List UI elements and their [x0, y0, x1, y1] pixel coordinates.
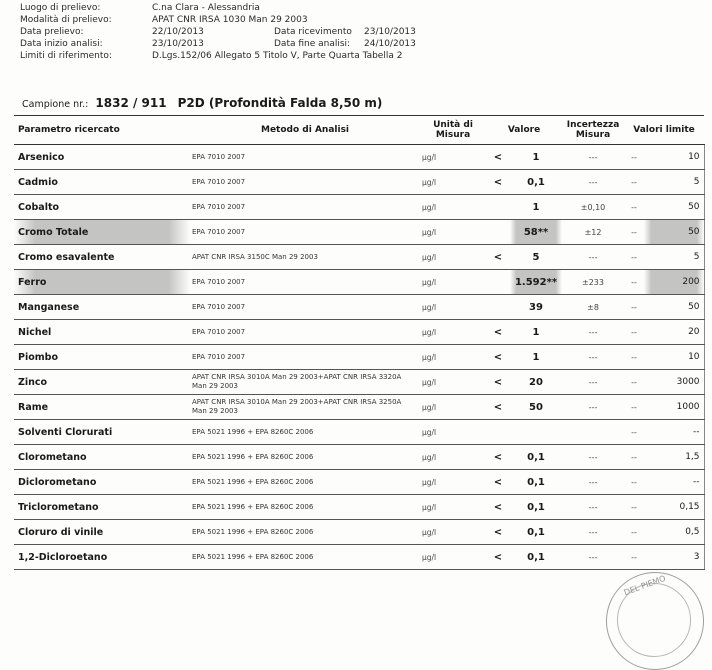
uncertainty-cell: ---	[562, 170, 624, 195]
unit-cell: µg/l	[420, 270, 486, 295]
limit-cell: 10	[644, 145, 704, 170]
param-cell: Clorometano	[14, 445, 190, 470]
operator-cell	[486, 270, 510, 295]
operator-cell: <	[486, 170, 510, 195]
data-fine-label: Data fine analisi:	[274, 39, 351, 49]
method-cell: EPA 7010 2007	[190, 145, 420, 170]
table-row	[14, 495, 704, 520]
param-cell: 1,2-Dicloroetano	[14, 545, 190, 570]
table-row	[14, 420, 704, 445]
dash-cell: --	[624, 545, 644, 570]
limit-cell: 3000	[644, 370, 704, 395]
value-cell: 0,1	[510, 545, 562, 570]
param-cell: Arsenico	[14, 145, 190, 170]
table-row	[14, 545, 704, 570]
value-cell: 1	[510, 320, 562, 345]
limit-cell: 50	[644, 195, 704, 220]
limit-cell: 50	[644, 295, 704, 320]
dash-cell: --	[624, 320, 644, 345]
uncertainty-cell: ---	[562, 545, 624, 570]
table-row	[14, 295, 704, 320]
limit-cell: 5	[644, 245, 704, 270]
operator-cell	[486, 195, 510, 220]
operator-cell: <	[486, 370, 510, 395]
param-cell: Triclorometano	[14, 495, 190, 520]
table-row	[14, 170, 704, 195]
uncertainty-cell: ±233	[562, 270, 624, 295]
limit-cell: 3	[644, 545, 704, 570]
dash-cell: --	[624, 520, 644, 545]
limit-cell: 10	[644, 345, 704, 370]
unit-cell: µg/l	[420, 420, 486, 445]
param-cell: Nichel	[14, 320, 190, 345]
table-row	[14, 245, 704, 270]
limit-cell: --	[644, 420, 704, 445]
operator-cell: <	[486, 445, 510, 470]
unit-cell: µg/l	[420, 520, 486, 545]
data-prelievo-value: 22/10/2013	[152, 27, 204, 37]
value-cell: 1.592**	[510, 270, 562, 295]
unit-cell: µg/l	[420, 245, 486, 270]
table-header-row	[14, 116, 704, 145]
uncertainty-cell: ---	[562, 145, 624, 170]
value-cell: 58**	[510, 220, 562, 245]
dash-cell: --	[624, 420, 644, 445]
dash-cell: --	[624, 295, 644, 320]
data-ricevimento-value: 23/10/2013	[364, 27, 416, 37]
results-body	[14, 145, 704, 570]
method-cell: EPA 7010 2007	[190, 345, 420, 370]
table-row	[14, 345, 704, 370]
results-table	[14, 115, 705, 570]
unit-cell: µg/l	[420, 470, 486, 495]
unit-cell: µg/l	[420, 345, 486, 370]
table-row	[14, 195, 704, 220]
uncertainty-cell: ---	[562, 445, 624, 470]
operator-cell	[486, 420, 510, 445]
method-cell: EPA 5021 1996 + EPA 8260C 2006	[190, 495, 420, 520]
limit-cell: 50	[644, 220, 704, 245]
value-cell: 1	[510, 345, 562, 370]
table-row	[14, 145, 704, 170]
value-cell: 20	[510, 370, 562, 395]
campione-number: 1832 / 911	[95, 96, 167, 110]
value-cell: 1	[510, 195, 562, 220]
table-row	[14, 395, 704, 420]
unit-cell: µg/l	[420, 545, 486, 570]
uncertainty-cell: ±0,10	[562, 195, 624, 220]
data-ricevimento-label: Data ricevimento	[274, 27, 352, 37]
operator-cell: <	[486, 470, 510, 495]
campione-label: Campione nr.:	[22, 99, 89, 110]
value-cell: 0,1	[510, 470, 562, 495]
uncertainty-cell: ±8	[562, 295, 624, 320]
param-cell: Zinco	[14, 370, 190, 395]
limit-cell: --	[644, 470, 704, 495]
method-cell: EPA 5021 1996 + EPA 8260C 2006	[190, 520, 420, 545]
param-cell: Cloruro di vinile	[14, 520, 190, 545]
limiti-label: Limiti di riferimento:	[20, 51, 112, 61]
table-row	[14, 220, 704, 245]
unit-cell: µg/l	[420, 445, 486, 470]
data-prelievo-label: Data prelievo:	[20, 27, 84, 37]
uncertainty-cell: ±12	[562, 220, 624, 245]
param-cell: Cromo esavalente	[14, 245, 190, 270]
dash-cell: --	[624, 370, 644, 395]
operator-cell: <	[486, 345, 510, 370]
uncertainty-cell: ---	[562, 345, 624, 370]
param-cell: Cadmio	[14, 170, 190, 195]
unit-cell: µg/l	[420, 195, 486, 220]
value-cell: 0,1	[510, 520, 562, 545]
method-cell: EPA 5021 1996 + EPA 8260C 2006	[190, 545, 420, 570]
uncertainty-cell: ---	[562, 470, 624, 495]
uncertainty-cell: ---	[562, 370, 624, 395]
method-cell: EPA 5021 1996 + EPA 8260C 2006	[190, 420, 420, 445]
param-cell: Solventi Clorurati	[14, 420, 190, 445]
unit-cell: µg/l	[420, 320, 486, 345]
method-cell: EPA 5021 1996 + EPA 8260C 2006	[190, 445, 420, 470]
dash-cell: --	[624, 495, 644, 520]
dash-cell: --	[624, 395, 644, 420]
unit-cell: µg/l	[420, 170, 486, 195]
uncertainty-cell	[562, 420, 624, 445]
stamp-text: DEL PIEMO	[622, 573, 667, 598]
operator-cell	[486, 295, 510, 320]
operator-cell: <	[486, 545, 510, 570]
method-cell: EPA 7010 2007	[190, 270, 420, 295]
dash-cell: --	[624, 220, 644, 245]
param-cell: Ferro	[14, 270, 190, 295]
operator-cell: <	[486, 495, 510, 520]
uncertainty-cell: ---	[562, 495, 624, 520]
method-cell: EPA 7010 2007	[190, 320, 420, 345]
modalita-label: Modalità di prelievo:	[20, 15, 112, 25]
dash-cell: --	[624, 145, 644, 170]
dash-cell: --	[624, 445, 644, 470]
value-cell: 0,1	[510, 445, 562, 470]
uncertainty-cell: ---	[562, 320, 624, 345]
method-cell: APAT CNR IRSA 3010A Man 29 2003+APAT CNR IRSA 3250A Man 29 2003	[190, 395, 420, 420]
operator-cell	[486, 220, 510, 245]
unit-cell: µg/l	[420, 370, 486, 395]
value-cell: 1	[510, 145, 562, 170]
method-cell: APAT CNR IRSA 3150C Man 29 2003	[190, 245, 420, 270]
method-cell: EPA 7010 2007	[190, 295, 420, 320]
unit-cell: µg/l	[420, 295, 486, 320]
value-cell	[510, 420, 562, 445]
method-cell: EPA 7010 2007	[190, 170, 420, 195]
unit-cell: µg/l	[420, 145, 486, 170]
official-stamp	[606, 572, 704, 670]
col-method-header: Metodo di Analisi	[190, 116, 420, 145]
operator-cell: <	[486, 395, 510, 420]
param-cell: Rame	[14, 395, 190, 420]
col-uncertainty-header: Incertezza Misura	[562, 116, 624, 145]
table-row	[14, 520, 704, 545]
dash-cell: --	[624, 470, 644, 495]
sample-heading	[22, 96, 382, 110]
limit-cell: 5	[644, 170, 704, 195]
limit-cell: 200	[644, 270, 704, 295]
limit-cell: 20	[644, 320, 704, 345]
param-cell: Cobalto	[14, 195, 190, 220]
table-row	[14, 445, 704, 470]
value-cell: 5	[510, 245, 562, 270]
limit-cell: 1000	[644, 395, 704, 420]
data-fine-value: 24/10/2013	[364, 39, 416, 49]
param-cell: Cromo Totale	[14, 220, 190, 245]
value-cell: 0,1	[510, 170, 562, 195]
operator-cell: <	[486, 245, 510, 270]
luogo-value: C.na Clara - Alessandria	[152, 3, 260, 13]
unit-cell: µg/l	[420, 495, 486, 520]
operator-cell: <	[486, 145, 510, 170]
col-value-header: Valore	[486, 116, 562, 145]
table-row	[14, 270, 704, 295]
unit-cell: µg/l	[420, 220, 486, 245]
uncertainty-cell: ---	[562, 245, 624, 270]
dash-cell: --	[624, 170, 644, 195]
sample-metadata	[20, 2, 416, 62]
param-cell: Diclorometano	[14, 470, 190, 495]
col-param-header: Parametro ricercato	[14, 116, 190, 145]
param-cell: Piombo	[14, 345, 190, 370]
modalita-value: APAT CNR IRSA 1030 Man 29 2003	[152, 15, 308, 25]
col-limit-header: Valori limite	[624, 116, 704, 145]
table-row	[14, 320, 704, 345]
limit-cell: 0,5	[644, 520, 704, 545]
campione-title: P2D (Profondità Falda 8,50 m)	[177, 96, 383, 110]
limit-cell: 1,5	[644, 445, 704, 470]
operator-cell: <	[486, 320, 510, 345]
operator-cell: <	[486, 520, 510, 545]
col-unit-header: Unità di Misura	[420, 116, 486, 145]
dash-cell: --	[624, 245, 644, 270]
data-inizio-label: Data inizio analisi:	[20, 39, 103, 49]
luogo-label: Luogo di prelievo:	[20, 3, 101, 13]
data-inizio-value: 23/10/2013	[152, 39, 204, 49]
value-cell: 39	[510, 295, 562, 320]
method-cell: APAT CNR IRSA 3010A Man 29 2003+APAT CNR IRSA 3320A Man 29 2003	[190, 370, 420, 395]
uncertainty-cell: ---	[562, 395, 624, 420]
method-cell: EPA 7010 2007	[190, 195, 420, 220]
table-row	[14, 370, 704, 395]
value-cell: 0,1	[510, 495, 562, 520]
dash-cell: --	[624, 195, 644, 220]
method-cell: EPA 5021 1996 + EPA 8260C 2006	[190, 470, 420, 495]
dash-cell: --	[624, 345, 644, 370]
dash-cell: --	[624, 270, 644, 295]
param-cell: Manganese	[14, 295, 190, 320]
value-cell: 50	[510, 395, 562, 420]
limit-cell: 0,15	[644, 495, 704, 520]
uncertainty-cell: ---	[562, 520, 624, 545]
limiti-value: D.Lgs.152/06 Allegato 5 Titolo V, Parte Quarta Tabella 2	[152, 51, 403, 61]
method-cell: EPA 7010 2007	[190, 220, 420, 245]
unit-cell: µg/l	[420, 395, 486, 420]
table-row	[14, 470, 704, 495]
